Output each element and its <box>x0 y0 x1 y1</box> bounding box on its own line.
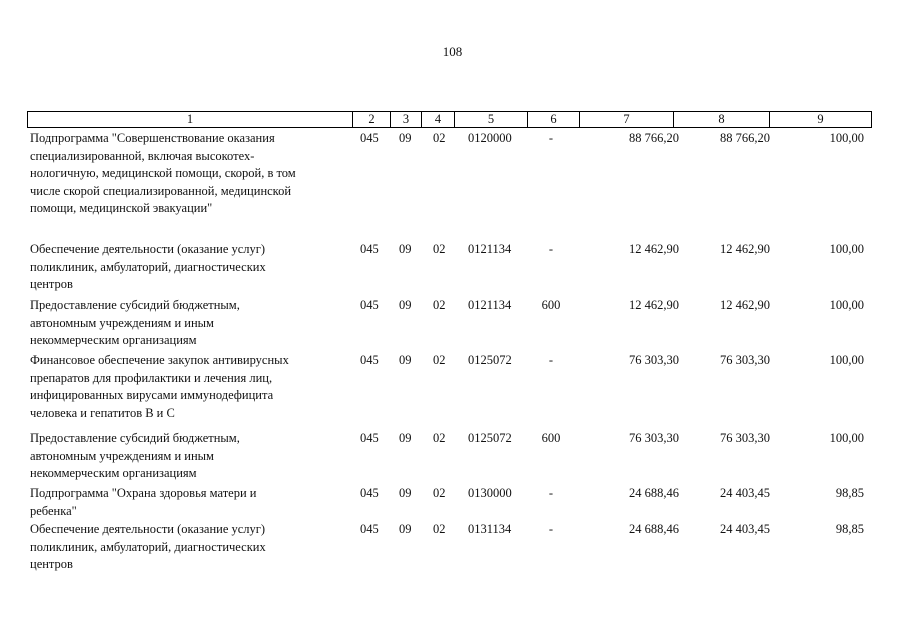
row-name <box>30 130 355 218</box>
row-code-col2: 045 <box>360 431 379 445</box>
row-code-col5: 0131134 <box>468 522 512 536</box>
row-value-col9: 100,00 <box>829 298 864 312</box>
row-code-col4: 02 <box>433 242 446 256</box>
row-name <box>30 430 355 483</box>
row-value-col8: 24 403,45 <box>720 486 770 500</box>
row-code-col6: 600 <box>541 298 561 312</box>
row-value-col8: 88 766,20 <box>720 131 770 145</box>
row-code-col6: - <box>548 486 554 500</box>
row-value-col9: 98,85 <box>835 486 864 500</box>
row-name <box>30 297 355 350</box>
row-name-line: помощи, медицинской эвакуации" <box>30 201 213 216</box>
row-name-line: некоммерческим организациям <box>30 466 197 481</box>
row-name <box>30 485 355 520</box>
row-name-line: Обеспечение деятельности (оказание услуг) <box>30 242 266 256</box>
row-value-col8: 12 462,90 <box>720 242 770 256</box>
row-name-line: ребенка" <box>30 503 77 518</box>
row-code-col3: 09 <box>399 522 412 536</box>
row-code-col2: 045 <box>360 486 379 500</box>
header-row <box>28 112 872 128</box>
header-cell-3: 3 <box>391 112 422 128</box>
row-name <box>30 521 355 574</box>
row-code-col3: 09 <box>399 131 412 145</box>
row-code-col3: 09 <box>399 486 412 500</box>
row-code-col4: 02 <box>433 486 446 500</box>
row-code-col5: 0121134 <box>468 242 512 256</box>
row-code-col4: 02 <box>433 298 446 312</box>
row-name-line: Подпрограмма "Совершенствование оказания <box>30 131 275 145</box>
header-cell-7: 7 <box>580 112 674 128</box>
row-code-col2: 045 <box>360 131 379 145</box>
row-value-col7: 12 462,90 <box>629 242 679 256</box>
row-code-col5: 0125072 <box>468 353 512 367</box>
header-cell-4: 4 <box>422 112 455 128</box>
row-code-col6: - <box>548 522 554 536</box>
row-code-col2: 045 <box>360 242 379 256</box>
row-value-col8: 76 303,30 <box>720 431 770 445</box>
row-code-col4: 02 <box>433 431 446 445</box>
row-value-col9: 100,00 <box>829 431 864 445</box>
row-name-line: Финансовое обеспечение закупок антивирусных <box>30 353 289 367</box>
header-cell-1: 1 <box>28 112 353 128</box>
row-value-col9: 98,85 <box>835 522 864 536</box>
row-code-col3: 09 <box>399 298 412 312</box>
row-name-line: числе скорой специализированной, медицинской <box>30 183 292 198</box>
row-code-col4: 02 <box>433 131 446 145</box>
row-name-line: Подпрограмма "Охрана здоровья матери и <box>30 486 257 500</box>
row-value-col8: 76 303,30 <box>720 353 770 367</box>
row-value-col7: 76 303,30 <box>629 353 679 367</box>
row-code-col2: 045 <box>360 298 379 312</box>
row-name-line: Обеспечение деятельности (оказание услуг) <box>30 522 266 536</box>
row-code-col5: 0120000 <box>468 131 512 145</box>
row-name-line: автономным учреждениям и иным <box>30 448 214 463</box>
header-cell-9: 9 <box>770 112 872 128</box>
row-value-col8: 12 462,90 <box>720 298 770 312</box>
header-cell-2: 2 <box>353 112 391 128</box>
row-name <box>30 241 355 294</box>
row-code-col3: 09 <box>399 353 412 367</box>
row-name-line: специализированной, включая высокотех- <box>30 148 255 163</box>
row-value-col7: 24 688,46 <box>629 486 679 500</box>
row-code-col4: 02 <box>433 353 446 367</box>
row-name-line: нологичную, медицинской помощи, скорой, в том <box>30 166 296 181</box>
row-code-col6: - <box>548 353 554 367</box>
page-number: 108 <box>442 44 463 59</box>
row-code-col5: 0130000 <box>468 486 512 500</box>
row-value-col7: 88 766,20 <box>629 131 679 145</box>
row-name <box>30 352 355 422</box>
row-name-line: Предоставление субсидий бюджетным, <box>30 298 240 312</box>
row-value-col7: 12 462,90 <box>629 298 679 312</box>
row-code-col3: 09 <box>399 431 412 445</box>
header-cell-6: 6 <box>528 112 580 128</box>
row-name-line: препаратов для профилактики и лечения лиц, <box>30 370 273 385</box>
row-code-col2: 045 <box>360 353 379 367</box>
row-name-line: поликлиник, амбулаторий, диагностических <box>30 539 266 554</box>
row-value-col7: 24 688,46 <box>629 522 679 536</box>
row-name-line: автономным учреждениям и иным <box>30 315 214 330</box>
row-code-col3: 09 <box>399 242 412 256</box>
column-number-header <box>27 111 872 128</box>
row-name-line: некоммерческим организациям <box>30 333 197 348</box>
header-cell-5: 5 <box>455 112 528 128</box>
row-code-col2: 045 <box>360 522 379 536</box>
row-value-col9: 100,00 <box>829 353 864 367</box>
row-name-line: центров <box>30 277 73 292</box>
row-name-line: Предоставление субсидий бюджетным, <box>30 431 240 445</box>
header-cell-8: 8 <box>674 112 770 128</box>
row-code-col4: 02 <box>433 522 446 536</box>
row-code-col5: 0125072 <box>468 431 512 445</box>
row-code-col6: - <box>548 131 554 145</box>
row-name-line: поликлиник, амбулаторий, диагностических <box>30 259 266 274</box>
row-name-line: человека и гепатитов В и С <box>30 405 175 420</box>
row-value-col8: 24 403,45 <box>720 522 770 536</box>
row-value-col9: 100,00 <box>829 131 864 145</box>
row-name-line: центров <box>30 557 73 572</box>
row-code-col6: 600 <box>541 431 561 445</box>
row-code-col6: - <box>548 242 554 256</box>
row-value-col9: 100,00 <box>829 242 864 256</box>
row-value-col7: 76 303,30 <box>629 431 679 445</box>
row-name-line: инфицированных вирусами иммунодефицита <box>30 388 274 403</box>
row-code-col5: 0121134 <box>468 298 512 312</box>
